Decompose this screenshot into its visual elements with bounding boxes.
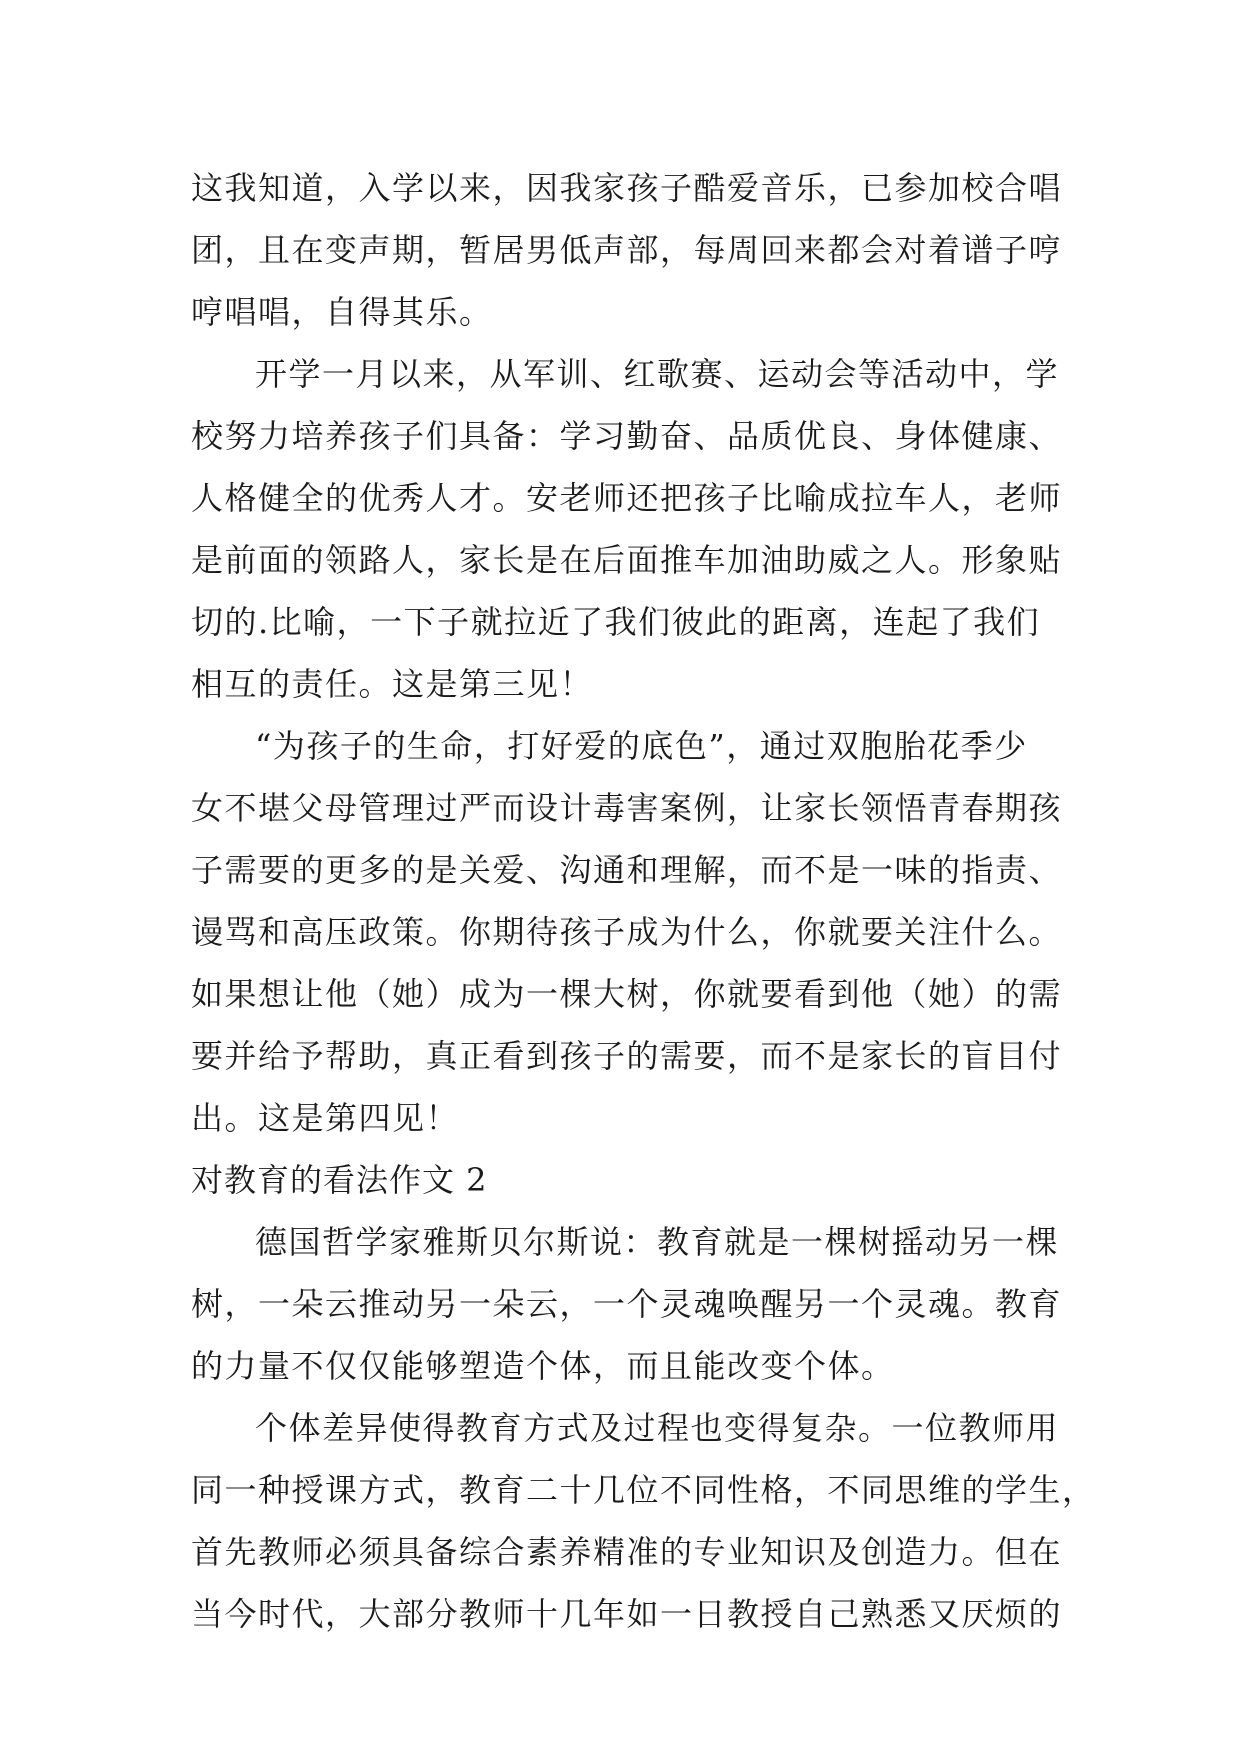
text-line: 校努力培养孩子们具备：学习勤奋、品质优良、身体健康、 <box>191 417 1063 455</box>
text-line: 同一种授课方式，教育二十几位不同性格，不同思维的学生， <box>191 1471 1096 1509</box>
text-line: 这我知道，入学以来，因我家孩子酷爱音乐，已参加校合唱 <box>191 169 1063 207</box>
text-line: 哼唱唱，自得其乐。 <box>191 293 493 331</box>
text-line: 出。这是第四见！ <box>191 1099 460 1137</box>
paragraph-first-line: 个体差异使得教育方式及过程也变得复杂。一位教师用 <box>255 1409 1060 1447</box>
text-line: 要并给予帮助，真正看到孩子的需要，而不是家长的盲目付 <box>191 1037 1063 1075</box>
text-line: 树，一朵云推动另一朵云，一个灵魂唤醒另一个灵魂。教育 <box>191 1285 1063 1323</box>
text-line: 当今时代，大部分教师十几年如一日教授自己熟悉又厌烦的 <box>191 1595 1063 1633</box>
document-body <box>191 157 1096 1645</box>
text-line: 谩骂和高压政策。你期待孩子成为什么，你就要关注什么。 <box>191 913 1063 951</box>
text-line: 团，且在变声期，暂居男低声部，每周回来都会对着谱子哼 <box>191 231 1063 269</box>
paragraph-first-line: 开学一月以来，从军训、红歌赛、运动会等活动中，学 <box>255 355 1060 393</box>
text-line: 人格健全的优秀人才。安老师还把孩子比喻成拉车人，老师 <box>191 479 1063 517</box>
text-line: 是前面的领路人，家长是在后面推车加油助威之人。形象贴 <box>191 541 1063 579</box>
paragraph-first-line: 德国哲学家雅斯贝尔斯说：教育就是一棵树摇动另一棵 <box>255 1223 1060 1261</box>
paragraph-first-line: “为孩子的生命，打好爱的底色”，通过双胞胎花季少 <box>255 727 1028 765</box>
text-line: 切的.比喻，一下子就拉近了我们彼此的距离，连起了我们 <box>191 603 1041 641</box>
section-heading: 对教育的看法作文 2 <box>191 1161 488 1199</box>
text-line: 相互的责任。这是第三见！ <box>191 665 594 703</box>
text-line: 首先教师必须具备综合素养精准的专业知识及创造力。但在 <box>191 1533 1063 1571</box>
text-line: 子需要的更多的是关爱、沟通和理解，而不是一味的指责、 <box>191 851 1063 889</box>
text-line: 如果想让他（她）成为一棵大树，你就要看到他（她）的需 <box>191 975 1063 1013</box>
text-line: 的力量不仅仅能够塑造个体，而且能改变个体。 <box>191 1347 895 1385</box>
text-line: 女不堪父母管理过严而设计毒害案例，让家长领悟青春期孩 <box>191 789 1063 827</box>
